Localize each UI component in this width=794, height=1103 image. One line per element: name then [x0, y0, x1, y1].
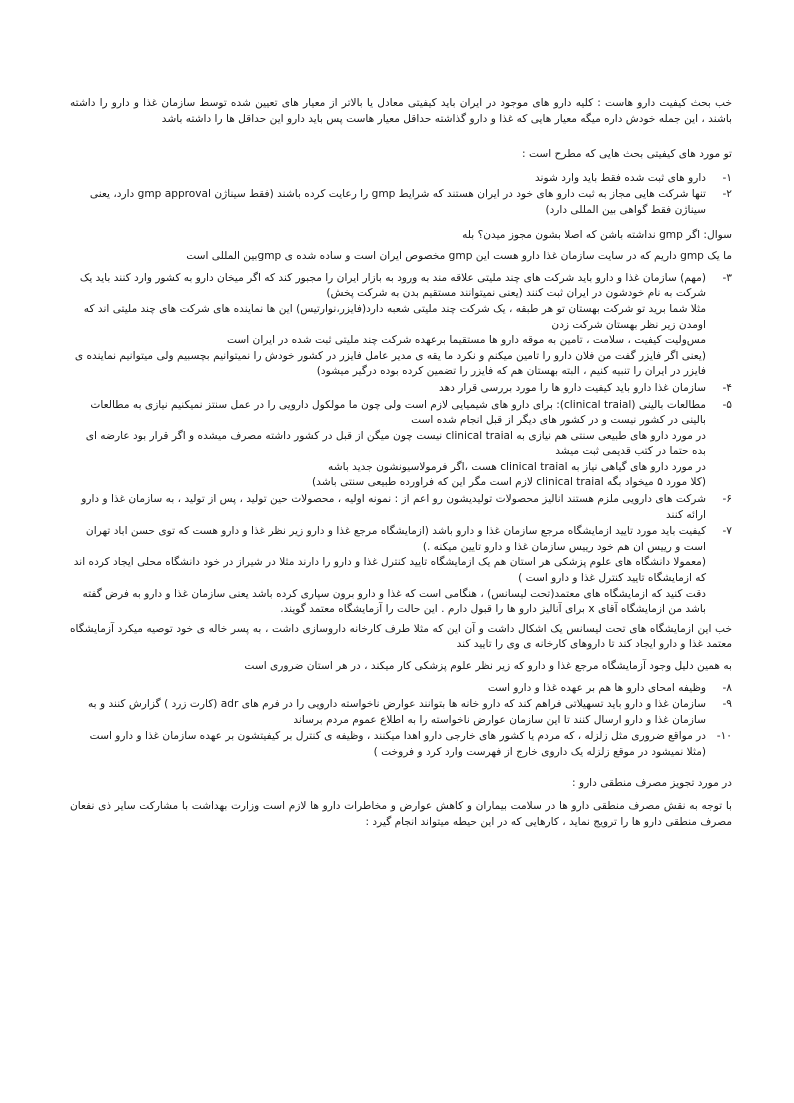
item-text: (معمولا دانشگاه های علوم پزشکی هر استان هم یک ازمایشگاه تایید کنترل غذا و دارو را دارند مثلا در شیراز در خود دانشگاه محلی ایجاد کرده اند که ازمایشگاه تایید کنترل غذا و دارو است ) [73, 556, 706, 585]
intro-paragraph: خب بحث کیفیت دارو هاست : کلیه دارو های موجود در ایران باید کیفیتی معادل یا بالاتر از معیار های تعیین شده توسط سازمان غذا و دارو را داشته باشند ، این جمله خودش داره میگه معیار هایی که غذا و دارو گذاشته حداقل معیار هاست پس باید دارو این حداقل ها را داشته باشد [70, 97, 732, 125]
item-number: ۱- [722, 171, 732, 184]
item-number: ۳- [722, 271, 732, 284]
middle-paragraph-1: خب این ازمایشگاه های تحت لیسانس یک اشکال داشت و آن این که مثلا طرف کارخانه داروسازی داشت ، به پسر خاله ی خود توصیه میکرد آزمایشگاه معتمد غذا و دارو ایجاد کند تا داروهای کارخانه ی وی را تایید کند [70, 622, 732, 651]
item-text: (یعنی اگر فایزر گفت من فلان دارو را تامین میکنم و نکرد ما یقه ی مدیر عامل فایزر در کشور خودش را نمیتوانیم بچسبیم ولی میتوانیم نماینده ی فایزر در ایران را تنبیه کنیم ، البته بهستان هم که فایزر را تضمین کرده بوده درگیر میشود) [74, 349, 706, 378]
list-item [70, 398, 732, 492]
final-list [70, 681, 732, 761]
item-number: ۲- [722, 188, 732, 201]
item-text: (کلا مورد ۵ میخواد بگه clinical traial لازم است مگر این که فراورده طبیعی سنتی باشد) [312, 476, 706, 489]
rational-paragraph: با توجه به نقش مصرف منطقی دارو ها در سلامت بیماران و کاهش عوارض و مخاطرات دارو ها لازم است وزارت بهداشت با مشارکت سایر ذی نفعان مصرف منطقی دارو ها را ترویج نماید ، کارهایی که در این حیطه میتواند انجام گیرد : [70, 800, 732, 828]
item-text: در مورد دارو های گیاهی نیاز به clinical traial هست ،اگر فرمولاسیونشون جدید باشه [328, 460, 706, 473]
item-text: (مهم) سازمان غذا و دارو باید شرکت های چند ملیتی علاقه مند به ورود به بازار ایران را مجبور کند که اگر میخان دارو به کشور وارد کنند باید یک شرکت به نام خودشون در ایران ثبت کنند (یعنی نمیتوانند مستقیم بدن به شرکت پخش) [79, 271, 706, 300]
item-text: مثلا شما برید تو شرکت بهستان تو هر طبقه ، یک شرکت چند ملیتی شعبه دارد(فایزر،نوارتیس) این ها نماینده های شرکت های چند ملیتی اند که اومدن زیر نظر بهستان شرکت زدن [83, 302, 706, 331]
item-number: ۷- [722, 525, 732, 538]
item-text: مطالعات بالینی (clinical traial): برای دارو های شیمیایی لازم است ولی چون ما مولکول دارویی را در عمل سنتز نمیکنیم نیازی به مطالعات بالینی در کشور نیست و در کشور های دیگر از قبل انجام شده است [90, 398, 706, 427]
list-item [70, 524, 732, 618]
list-item [70, 492, 732, 523]
quality-heading: تو مورد های کیفیتی بحث هایی که مطرح است : [522, 148, 732, 161]
rational-heading: در مورد تجویز مصرف منطقی دارو : [572, 776, 732, 789]
item-text: سازمان غذا و دارو باید تسهیلاتی فراهم کند که دارو خانه ها بتوانند عوارض ناخواسته دارویی را در فرم های adr (کارت زرد ) گزارش کنند و به سازمان غذا و دارو ارسال کنند تا این سازمان عوارض ناخواسته را به اطلاع عموم مردم برساند [87, 698, 706, 726]
list-item [70, 271, 732, 380]
item-text: در مواقع ضروری مثل زلزله ، که مردم یا کشور های خارجی دارو اهدا میکنند ، وظیفه ی کنترل بر کیفیتشون بر عهده سازمان غذا و دارو است (مثلا نمیشود در موقع زلزله یک داروی خارج از فهرست وارد کرد و فروخت ) [89, 730, 706, 758]
list-item [70, 681, 732, 697]
list-item [70, 697, 732, 728]
item-text: شرکت های دارویی ملزم هستند انالیز محصولات تولیدیشون رو اعم از : نمونه اولیه ، محصولات حین تولید ، پس از تولید ، به سازمان غذا و دارو ارائه کنند [81, 493, 706, 521]
item-number: ۱۰- [716, 730, 732, 743]
middle-paragraph-2: به همین دلیل وجود آزمایشگاه مرجع غذا و دارو که زیر نظر علوم پزشکی کار میکند ، در هر استان ضروری است [244, 660, 732, 672]
item-text: در مورد دارو های طبیعی سنتی هم نیازی به clinical traial نیست چون میگن از قبل در کشور داشته مصرف میشده و اگر قرار بود عارضه ای بده حتما در کتب قدیمی ثبت میشد [85, 429, 706, 458]
list-item [70, 729, 732, 760]
item-number: ۴- [722, 381, 732, 394]
item-text: سازمان غذا دارو باید کیفیت دارو ها را مورد بررسی قرار دهد [439, 381, 706, 394]
question-line: سوال: اگر gmp نداشته باشن که اصلا بشون مجوز میدن؟ بله [462, 228, 732, 241]
item-number: ۹- [722, 698, 732, 711]
item-text: دقت کنید که ازمایشگاه های معتمد(تحت لیسانس) ، هنگامی است که غذا و دارو برون سپاری کرده باشد یعنی سازمان غذا و دارو به فرض گفته باشد من ازمایشگاه آقای x برای آنالیز دارو ها را قبول دارم . این حالت را آزمایشگاه معتمد گویند. [82, 587, 706, 616]
item-text: کیفیت باید مورد تایید ازمایشگاه مرجع سازمان غذا و دارو باشد (ازمایشگاه مرجع غذا و دارو زیر نظر غذا و دارو هست که توی حسن اباد تهران است و رییس ان هم خود رییس سازمان غذا و دارو تایین میکنه .) [85, 525, 706, 553]
item-number: ۸- [722, 681, 732, 694]
list-item [70, 187, 732, 218]
gmp-note: ما یک gmp داریم که در سایت سازمان غذا دارو هست این gmp مخصوص ایران است و ساده شده ی gmpبین المللی است [186, 250, 732, 263]
quality-list [70, 171, 732, 219]
item-text: دارو های ثبت شده فقط باید وارد شوند [534, 171, 706, 184]
item-text: مس‌ولیت کیفیت ، سلامت ، تامین به موقه دارو ها مستقیما برعهده شرکت چند ملیتی ثبت شده در ایران است [226, 334, 706, 347]
item-text: تنها شرکت هایی مجاز به ثبت دارو های خود در ایران هستند که شرایط gmp را رعایت کرده باشند (فقط سیناژن gmp approval دارد، یعنی سیناژن فقط گواهی بین المللی دارد) [89, 188, 706, 216]
item-number: ۶- [722, 493, 732, 506]
item-text: وظیفه امحای دارو ها هم بر عهده غذا و دارو است [487, 681, 706, 694]
main-list [70, 271, 732, 618]
item-number: ۵- [722, 398, 732, 411]
list-item [70, 171, 732, 187]
list-item [70, 381, 732, 397]
